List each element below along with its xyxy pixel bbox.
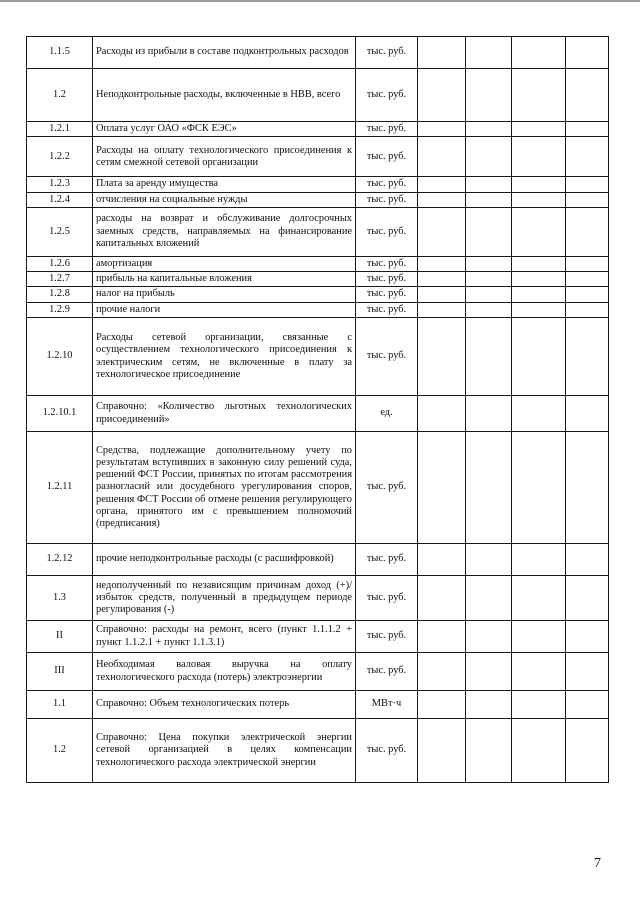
value-cell [466,302,512,317]
row-unit: ед. [356,396,418,432]
value-cell [566,69,609,122]
row-number: 1.3 [27,576,93,621]
value-cell [418,122,466,137]
table-row [27,192,609,207]
value-cell [566,544,609,576]
value-cell [512,256,566,271]
expense-table-wrapper [26,36,608,783]
value-cell [418,302,466,317]
table-row [27,256,609,271]
value-cell [566,653,609,691]
row-unit: тыс. руб. [356,122,418,137]
expense-table-body [27,37,609,783]
row-description: Неподконтрольные расходы, включенные в НВВ, всего [93,69,356,122]
row-number: 1.2.8 [27,287,93,302]
table-row [27,691,609,719]
row-unit: тыс. руб. [356,207,418,256]
value-cell [566,576,609,621]
value-cell [418,691,466,719]
value-cell [466,37,512,69]
value-cell [512,37,566,69]
row-unit: тыс. руб. [356,287,418,302]
value-cell [566,192,609,207]
value-cell [418,272,466,287]
value-cell [512,69,566,122]
value-cell [566,719,609,783]
table-row [27,69,609,122]
row-description: недополученный по независящим причинам доход (+)/избыток средств, полученный в предыдущем периоде регулирования (-) [93,576,356,621]
table-row [27,544,609,576]
row-unit: тыс. руб. [356,256,418,271]
value-cell [566,177,609,192]
value-cell [418,287,466,302]
value-cell [566,621,609,653]
value-cell [512,621,566,653]
row-number: 1.1 [27,691,93,719]
row-number: II [27,621,93,653]
row-unit: тыс. руб. [356,576,418,621]
row-unit: тыс. руб. [356,432,418,544]
value-cell [418,69,466,122]
value-cell [466,719,512,783]
row-number: 1.2.11 [27,432,93,544]
value-cell [466,544,512,576]
value-cell [466,137,512,177]
row-number: 1.2.7 [27,272,93,287]
row-description: Справочно: Объем технологических потерь [93,691,356,719]
row-description: отчисления на социальные нужды [93,192,356,207]
value-cell [566,691,609,719]
value-cell [418,256,466,271]
row-description: Необходимая валовая выручка на оплату технологического расхода (потерь) электроэнергии [93,653,356,691]
value-cell [466,272,512,287]
row-description: амортизация [93,256,356,271]
value-cell [466,653,512,691]
table-row [27,37,609,69]
row-unit: тыс. руб. [356,621,418,653]
value-cell [512,287,566,302]
row-description: Оплата услуг ОАО «ФСК ЕЭС» [93,122,356,137]
value-cell [418,37,466,69]
row-description: Расходы на оплату технологического присоединения к сетям смежной сетевой организации [93,137,356,177]
row-description: расходы на возврат и обслуживание долгосрочных заемных средств, направляемых на финансирование капитальных вложений [93,207,356,256]
table-row [27,719,609,783]
value-cell [466,256,512,271]
value-cell [418,318,466,396]
row-number: 1.1.5 [27,37,93,69]
row-description: Расходы из прибыли в составе подконтрольных расходов [93,37,356,69]
row-unit: тыс. руб. [356,544,418,576]
row-number: 1.2.10 [27,318,93,396]
value-cell [466,192,512,207]
row-description: Справочно: «Количество льготных технологических присоединений» [93,396,356,432]
value-cell [418,177,466,192]
row-unit: тыс. руб. [356,192,418,207]
table-row [27,396,609,432]
value-cell [512,207,566,256]
value-cell [566,318,609,396]
value-cell [418,432,466,544]
table-row [27,621,609,653]
value-cell [466,122,512,137]
value-cell [418,719,466,783]
row-description: Расходы сетевой организации, связанные с осуществлением технологического присоединения к электрическим сетям, не включенные в плату за технологическое присоединение [93,318,356,396]
value-cell [418,396,466,432]
value-cell [512,122,566,137]
table-row [27,302,609,317]
value-cell [466,432,512,544]
value-cell [466,207,512,256]
table-row [27,122,609,137]
row-number: 1.2.1 [27,122,93,137]
row-unit: тыс. руб. [356,318,418,396]
value-cell [466,318,512,396]
row-unit: тыс. руб. [356,69,418,122]
value-cell [418,576,466,621]
row-unit: тыс. руб. [356,719,418,783]
value-cell [466,621,512,653]
value-cell [466,396,512,432]
table-row [27,137,609,177]
value-cell [512,302,566,317]
value-cell [512,544,566,576]
value-cell [566,122,609,137]
value-cell [566,37,609,69]
value-cell [566,396,609,432]
row-number: III [27,653,93,691]
value-cell [512,272,566,287]
value-cell [512,177,566,192]
value-cell [512,137,566,177]
value-cell [418,192,466,207]
table-row [27,272,609,287]
row-number: 1.2.2 [27,137,93,177]
row-number: 1.2.6 [27,256,93,271]
page-number: 7 [594,856,601,871]
value-cell [466,287,512,302]
row-number: 1.2 [27,719,93,783]
row-number: 1.2.10.1 [27,396,93,432]
value-cell [418,137,466,177]
row-description: прочие налоги [93,302,356,317]
value-cell [566,302,609,317]
value-cell [566,432,609,544]
row-description: Справочно: расходы на ремонт, всего (пункт 1.1.1.2 + пункт 1.1.2.1 + пункт 1.1.3.1) [93,621,356,653]
row-description: прибыль на капитальные вложения [93,272,356,287]
value-cell [512,396,566,432]
value-cell [466,691,512,719]
value-cell [512,653,566,691]
row-unit: тыс. руб. [356,302,418,317]
row-unit: МВт·ч [356,691,418,719]
table-row [27,653,609,691]
row-description: Справочно: Цена покупки электрической энергии сетевой организацией в целях компенсации технологического расхода электрической энергии [93,719,356,783]
value-cell [418,653,466,691]
row-description: Плата за аренду имущества [93,177,356,192]
row-unit: тыс. руб. [356,177,418,192]
value-cell [418,621,466,653]
row-unit: тыс. руб. [356,37,418,69]
table-row [27,177,609,192]
value-cell [566,137,609,177]
row-number: 1.2 [27,69,93,122]
table-row [27,576,609,621]
value-cell [566,287,609,302]
value-cell [466,576,512,621]
scan-top-edge [0,0,640,2]
value-cell [566,207,609,256]
row-number: 1.2.9 [27,302,93,317]
table-row [27,432,609,544]
row-number: 1.2.5 [27,207,93,256]
value-cell [418,544,466,576]
value-cell [418,207,466,256]
table-row [27,207,609,256]
value-cell [512,691,566,719]
value-cell [566,272,609,287]
row-number: 1.2.12 [27,544,93,576]
row-description: прочие неподконтрольные расходы (с расшифровкой) [93,544,356,576]
row-number: 1.2.4 [27,192,93,207]
value-cell [512,192,566,207]
expense-table [26,36,609,783]
row-unit: тыс. руб. [356,653,418,691]
value-cell [466,177,512,192]
row-number: 1.2.3 [27,177,93,192]
value-cell [512,432,566,544]
table-row [27,287,609,302]
value-cell [512,576,566,621]
row-unit: тыс. руб. [356,272,418,287]
row-description: налог на прибыль [93,287,356,302]
table-row [27,318,609,396]
value-cell [566,256,609,271]
value-cell [512,318,566,396]
row-unit: тыс. руб. [356,137,418,177]
value-cell [466,69,512,122]
row-description: Средства, подлежащие дополнительному учету по результатам вступивших в законную силу решений суда, решений ФСТ России, принятых по итогам рассмотрения разногласий или досудебного урегулирования споров, решения ФСТ России об отмене решения регулирующего органа, принятого им с превышением полномочий (предписания) [93,432,356,544]
value-cell [512,719,566,783]
